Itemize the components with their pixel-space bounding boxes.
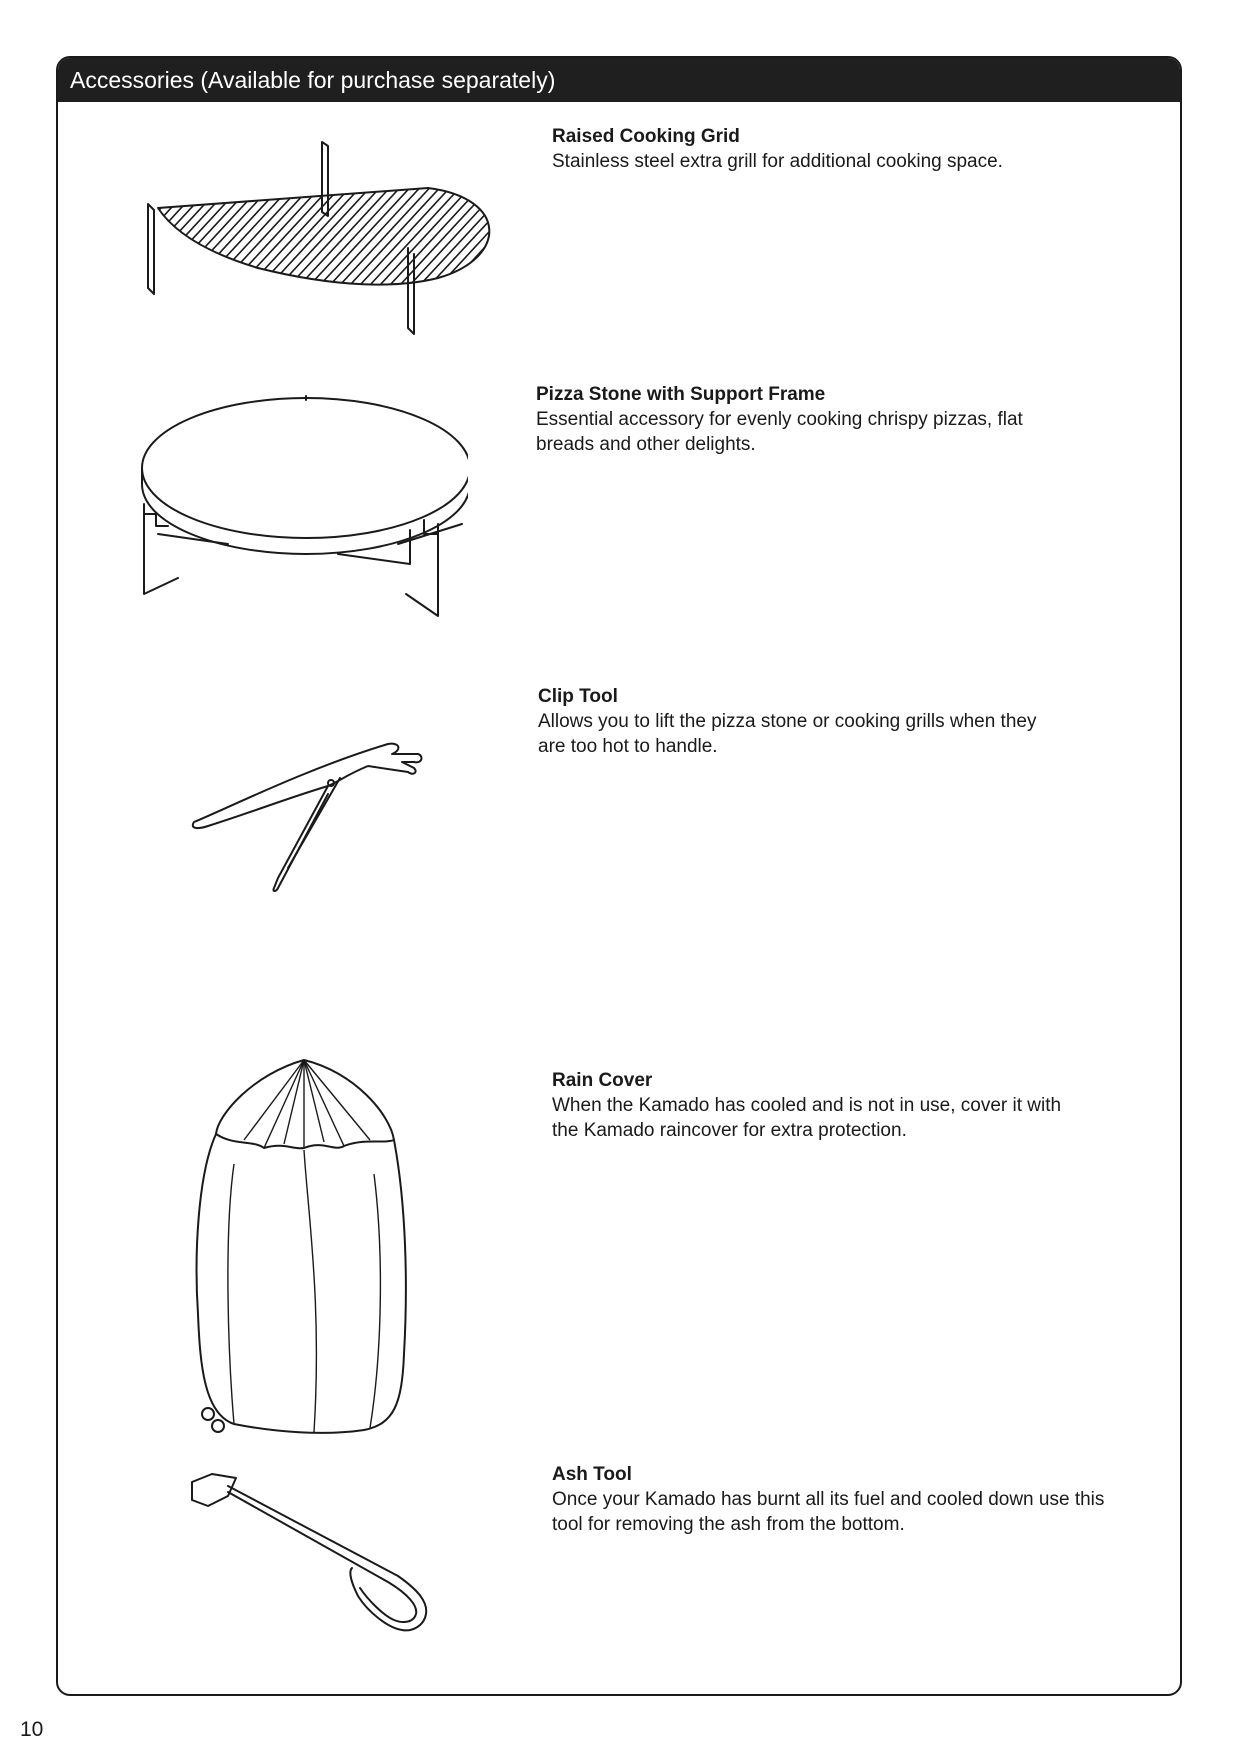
item-description: Stainless steel extra grill for additional cooking space.: [552, 151, 1003, 172]
item-description: Allows you to lift the pizza stone or cooking grills when they are too hot to handle.: [538, 711, 1037, 757]
accessories-panel: [56, 56, 1182, 1696]
rain-cover-icon: [194, 1054, 434, 1444]
item-rain-cover: [552, 1068, 1092, 1143]
raised-cooking-grid-icon: [138, 138, 508, 378]
item-raised-cooking-grid: [552, 124, 1152, 174]
item-description: Once your Kamado has burnt all its fuel and cooled down use this tool for removing the ash from the bottom.: [552, 1489, 1105, 1535]
item-description: Essential accessory for evenly cooking chrispy pizzas, flat breads and other delights.: [536, 409, 1023, 455]
item-title: Pizza Stone with Support Frame: [536, 384, 826, 405]
item-clip-tool: [538, 684, 1058, 759]
ash-tool-icon: [188, 1472, 468, 1642]
item-ash-tool: [552, 1462, 1112, 1537]
item-description: When the Kamado has cooled and is not in use, cover it with the Kamado raincover for extra protection.: [552, 1095, 1062, 1141]
panel-title: Accessories (Available for purchase separately): [58, 58, 1180, 102]
pizza-stone-icon: [138, 394, 468, 634]
item-title: Ash Tool: [552, 1464, 632, 1485]
item-title: Raised Cooking Grid: [552, 126, 740, 147]
item-title: Clip Tool: [538, 686, 618, 707]
item-pizza-stone: [536, 382, 1056, 457]
item-title: Rain Cover: [552, 1070, 653, 1091]
page-number: 10: [20, 1718, 44, 1741]
clip-tool-icon: [188, 738, 428, 908]
